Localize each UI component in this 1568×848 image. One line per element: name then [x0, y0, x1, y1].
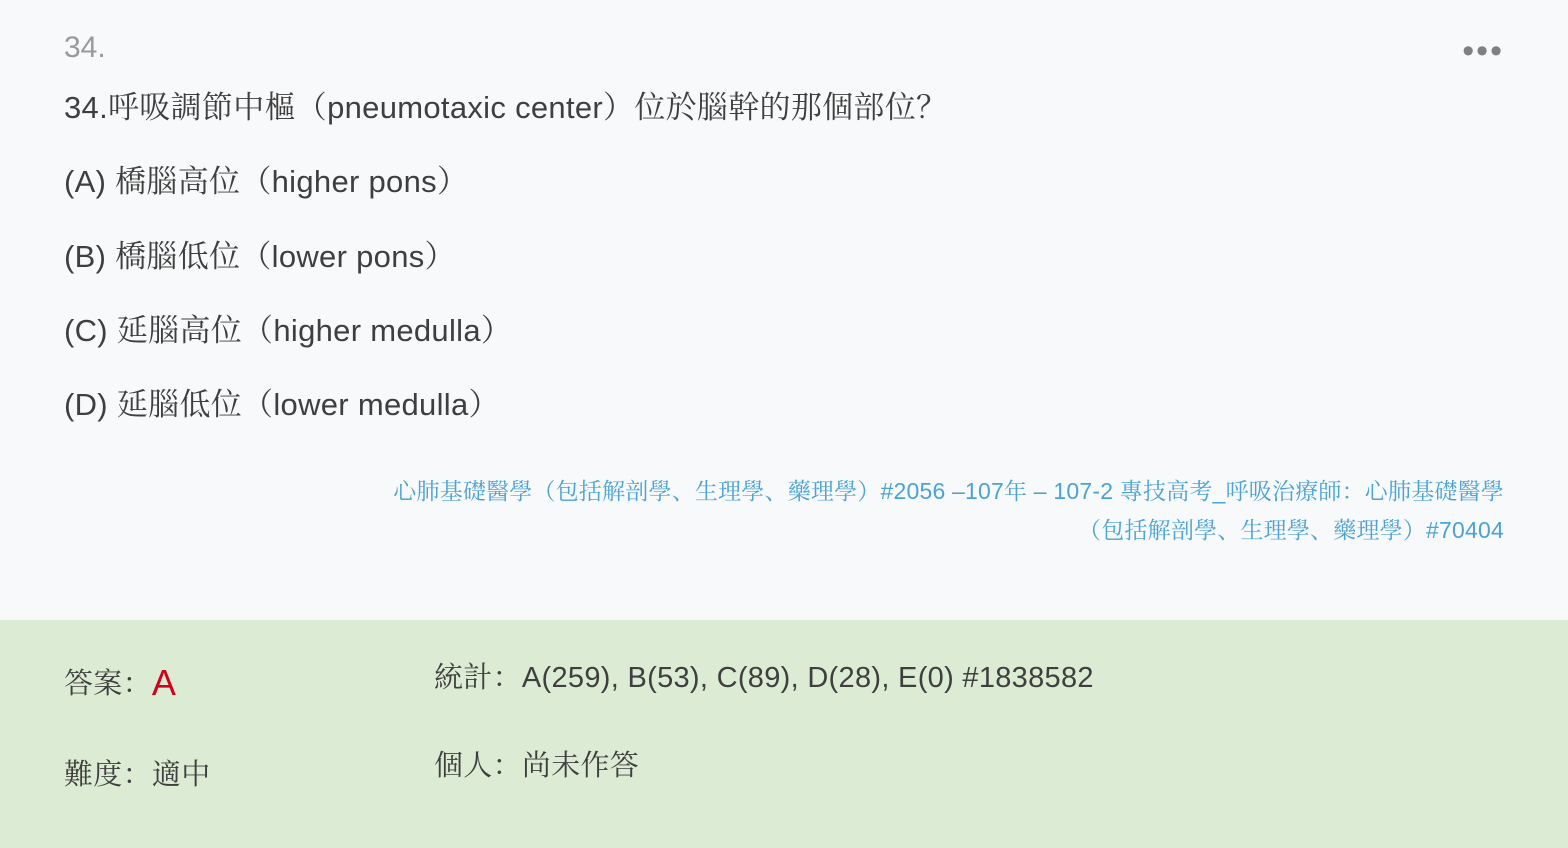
option-a[interactable]: (A) 橋腦高位（higher pons）	[64, 164, 469, 200]
source-reference-link[interactable]	[64, 472, 1504, 550]
personal-label: 個人：	[434, 750, 522, 783]
answer-panel	[0, 620, 1568, 848]
personal-row	[434, 748, 1504, 784]
option-c[interactable]: (C) 延腦高位（higher medulla）	[64, 313, 513, 349]
question-header	[64, 0, 1504, 70]
source-line-2: （包括解剖學、生理學、藥理學）#70404	[1078, 516, 1504, 543]
option-b[interactable]: (B) 橋腦低位（lower pons）	[64, 238, 456, 274]
answer-row	[64, 660, 434, 705]
statistics-value: A(259), B(53), C(89), D(28), E(0) #1838582	[521, 662, 1094, 694]
more-options-icon[interactable]: •••	[1462, 32, 1504, 70]
difficulty-row	[64, 757, 434, 793]
question-text: 34.呼吸調節中樞（pneumotaxic center）位於腦幹的那個部位？	[64, 89, 948, 125]
answer-label: 答案：	[64, 668, 152, 700]
difficulty-value: 適中	[151, 759, 211, 791]
source-line-1: 心肺基礎醫學（包括解剖學、生理學、藥理學）#2056 –107年 – 107-2 專技高考_呼吸治療師：心肺基礎醫學	[393, 477, 1504, 504]
difficulty-label: 難度：	[64, 759, 152, 791]
answer-right-column	[434, 660, 1504, 848]
personal-value: 尚未作答	[521, 750, 640, 783]
statistics-label: 統計：	[434, 662, 522, 694]
answer-left-column	[64, 660, 434, 848]
question-number: 34.	[64, 31, 106, 64]
statistics-row	[434, 660, 1504, 696]
answer-value: A	[151, 662, 177, 703]
option-d[interactable]: (D) 延腦低位（lower medulla）	[64, 387, 500, 423]
